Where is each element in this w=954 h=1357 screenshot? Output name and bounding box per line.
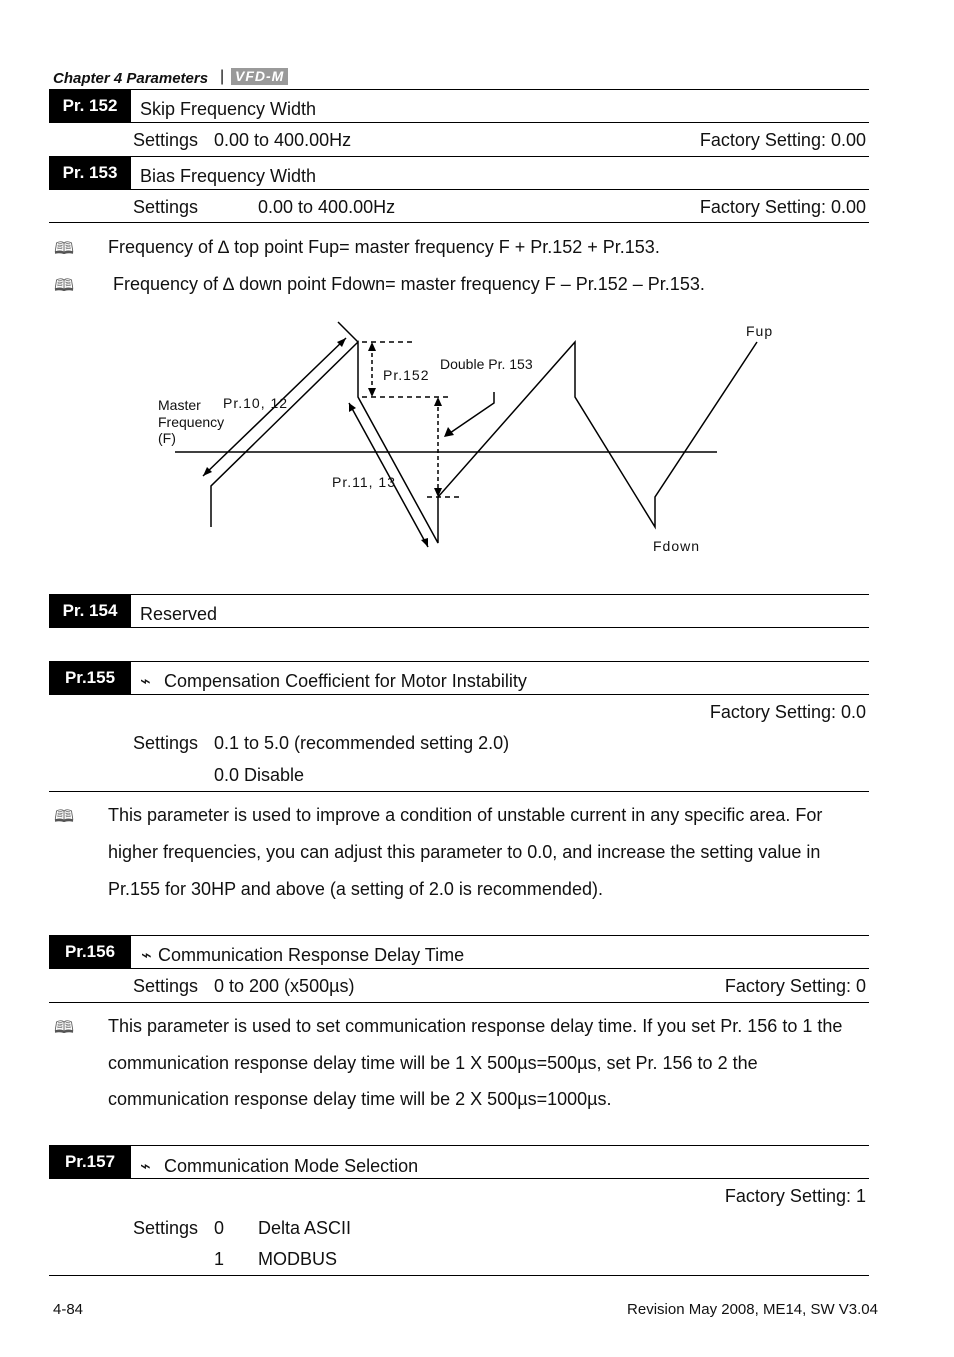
chapter-header: Chapter 4 Parameters <box>53 70 209 87</box>
factory-setting: Factory Setting: 0 <box>724 976 866 996</box>
param-title-154: Reserved <box>140 604 218 624</box>
master-label-line2: Frequency <box>158 414 225 430</box>
note-text: Pr.155 for 30HP and above (a setting of 2.0 is recommended). <box>108 879 603 899</box>
master-label-line1: Master <box>158 397 201 413</box>
option-number: 1 <box>214 1249 225 1269</box>
fup-label: Fup <box>746 323 774 339</box>
note-text: This parameter is used to set communication response delay time. If you set Pr. 156 to 1 the <box>108 1016 843 1036</box>
vfd-m-logo: VFD-M <box>231 68 288 85</box>
settings-value: 0.00 to 400.00Hz <box>258 197 396 217</box>
option-label: MODBUS <box>258 1249 338 1269</box>
book-icon: 🕮 <box>54 276 75 295</box>
pr1012-label: Pr.10, 12 <box>223 395 289 411</box>
param-title-152: Skip Frequency Width <box>140 99 317 119</box>
settings-value: 0.0 Disable <box>214 765 305 785</box>
settings-value: 0 to 200 (x500µs) <box>214 976 355 996</box>
note-text: communication response delay time will be 1 X 500µs=500µs, set Pr. 156 to 2 the <box>108 1053 758 1073</box>
param-badge-154: Pr. 154 <box>49 594 131 628</box>
divider <box>131 1145 869 1146</box>
run-edit-icon: ⌁ <box>140 1156 151 1176</box>
param-title-155: Compensation Coefficient for Motor Instability <box>164 671 527 691</box>
divider <box>49 1275 869 1276</box>
run-edit-icon: ⌁ <box>140 671 151 691</box>
double-pr153-label: Double Pr. 153 <box>440 356 533 372</box>
param-title-156: Communication Response Delay Time <box>158 945 465 965</box>
option-label: Delta ASCII <box>258 1218 352 1238</box>
fdown-label: Fdown <box>653 538 701 554</box>
note-text: higher frequencies, you can adjust this parameter to 0.0, and increase the setting value in <box>108 842 821 862</box>
divider <box>131 89 869 90</box>
divider <box>131 189 869 190</box>
note-text: communication response delay time will be 2 X 500µs=1000µs. <box>108 1089 612 1109</box>
param-badge-157: Pr.157 <box>49 1145 131 1179</box>
divider <box>131 627 869 628</box>
pr1113-label: Pr.11, 13 <box>332 474 397 490</box>
factory-setting: Factory Setting: 1 <box>724 1186 866 1206</box>
settings-label: Settings <box>133 976 199 996</box>
param-title-157: Communication Mode Selection <box>164 1156 419 1176</box>
divider <box>131 968 869 969</box>
note-text: Frequency of ∆ down point Fdown= master frequency F – Pr.152 – Pr.153. <box>113 274 705 294</box>
settings-value: 0.00 to 400.00Hz <box>214 130 352 150</box>
page-number: 4-84 <box>53 1301 84 1318</box>
master-label-line3: (F) <box>158 430 176 446</box>
settings-value: 0.1 to 5.0 (recommended setting 2.0) <box>214 733 510 753</box>
header-separator: | <box>220 68 225 85</box>
factory-setting: Factory Setting: 0.00 <box>699 197 866 217</box>
run-edit-icon: ⌁ <box>141 945 152 965</box>
divider <box>131 661 869 662</box>
pr152-label: Pr.152 <box>383 367 430 383</box>
settings-label: Settings <box>133 130 199 150</box>
skip-frequency-diagram <box>0 300 954 580</box>
settings-label: Settings <box>133 733 199 753</box>
book-icon: 🕮 <box>54 807 75 826</box>
divider <box>49 1002 869 1003</box>
divider <box>49 222 869 223</box>
divider <box>131 594 869 595</box>
option-number: 0 <box>214 1218 225 1238</box>
frequency-waveform <box>211 342 757 543</box>
param-badge-155: Pr.155 <box>49 661 131 695</box>
param-badge-156: Pr.156 <box>49 935 131 969</box>
param-badge-152: Pr. 152 <box>49 89 131 123</box>
divider <box>131 156 869 157</box>
factory-setting: Factory Setting: 0.00 <box>699 130 866 150</box>
book-icon: 🕮 <box>54 239 75 258</box>
note-text: This parameter is used to improve a condition of unstable current in any specific area. For <box>108 805 823 825</box>
divider <box>131 935 869 936</box>
divider <box>131 1178 869 1179</box>
revision-footer: Revision May 2008, ME14, SW V3.04 <box>627 1301 878 1318</box>
settings-label: Settings <box>133 1218 199 1238</box>
param-badge-153: Pr. 153 <box>49 156 131 190</box>
divider <box>131 122 869 123</box>
note-text: Frequency of ∆ top point Fup= master frequency F + Pr.152 + Pr.153. <box>108 237 660 257</box>
param-title-153: Bias Frequency Width <box>140 166 317 186</box>
divider <box>131 694 869 695</box>
settings-label: Settings <box>133 197 199 217</box>
factory-setting: Factory Setting: 0.0 <box>709 702 866 722</box>
book-icon: 🕮 <box>54 1018 75 1037</box>
divider <box>49 791 869 792</box>
